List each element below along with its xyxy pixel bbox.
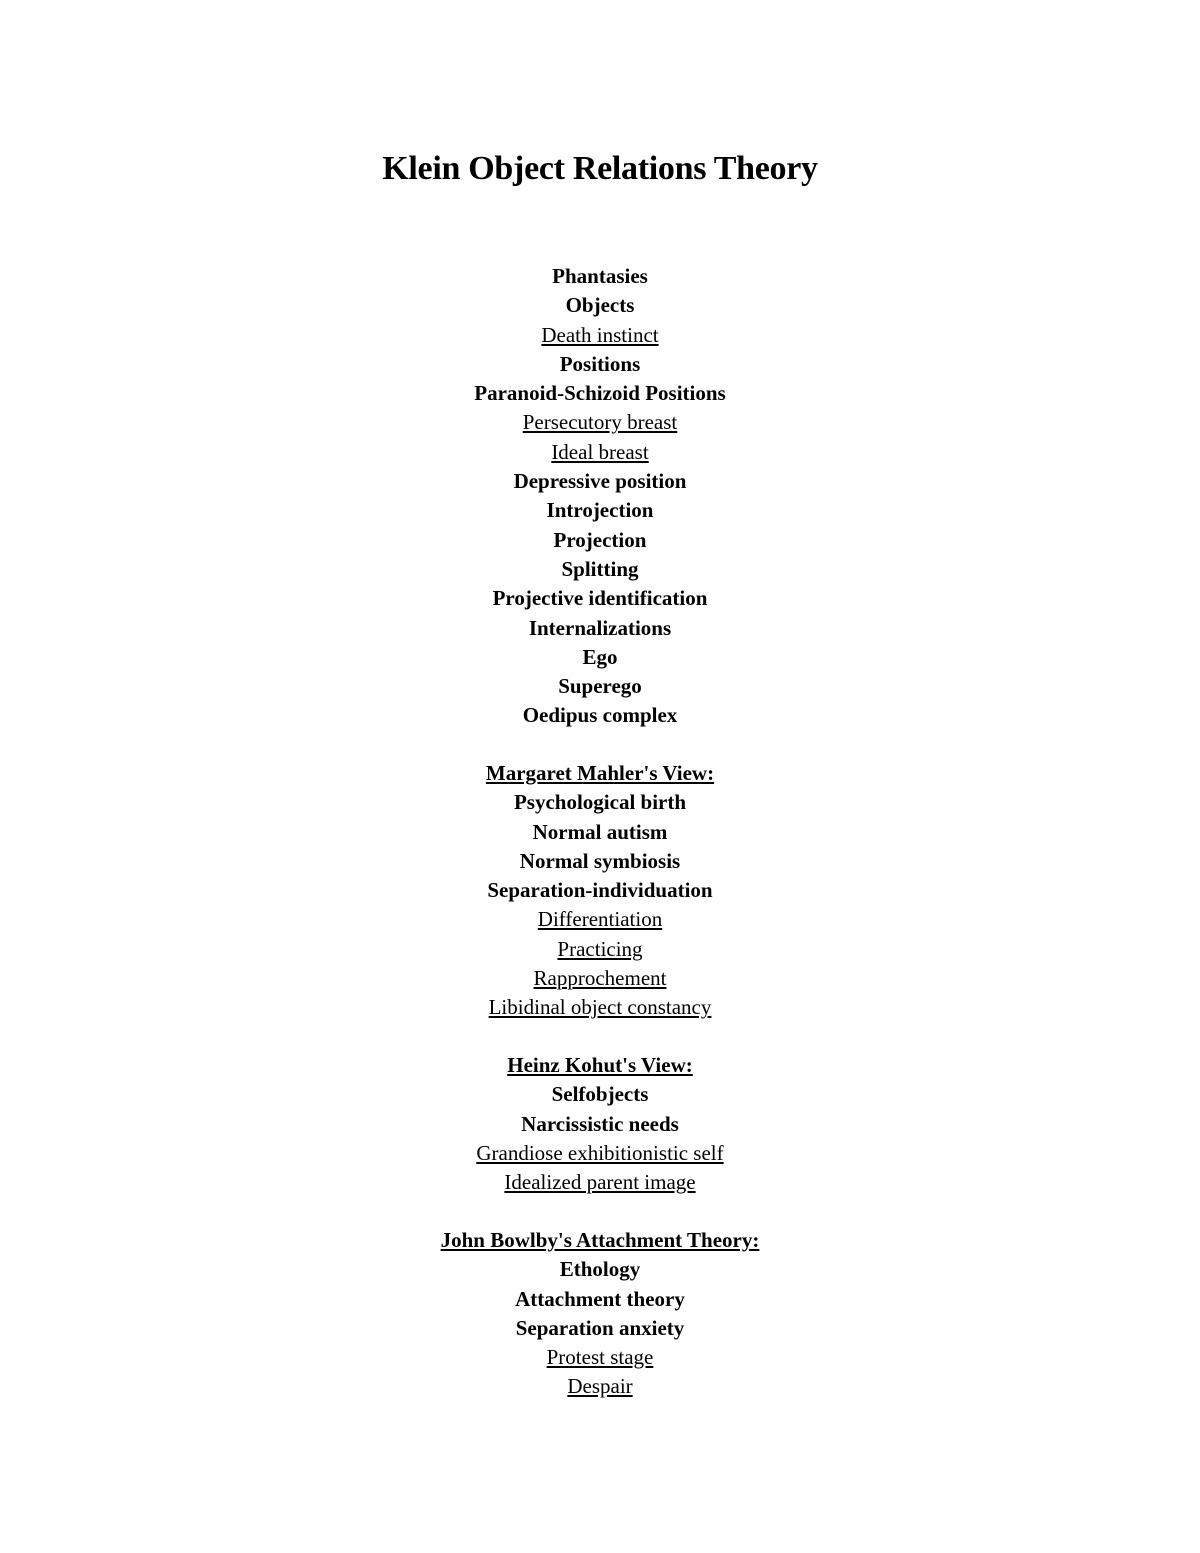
term-normal-symbiosis: [0, 847, 1200, 876]
term-text: Superego: [558, 674, 642, 699]
term-text: Paranoid-Schizoid Positions: [474, 381, 726, 406]
term-objects: [0, 291, 1200, 320]
term-libidinal-object-constancy: [0, 993, 1200, 1022]
term-text: Projective identification: [492, 586, 708, 611]
heading-text: John Bowlby's Attachment Theory:: [440, 1228, 760, 1252]
term-internalizations: [0, 614, 1200, 643]
term-text: Psychological birth: [513, 790, 687, 815]
term-separation-anxiety: [0, 1314, 1200, 1343]
term-persecutory-breast: [0, 408, 1200, 437]
term-text: Depressive position: [513, 469, 687, 494]
term-splitting: [0, 555, 1200, 584]
term-ideal-breast: [0, 438, 1200, 467]
term-attachment-theory: [0, 1285, 1200, 1314]
term-link-text: Practicing: [557, 936, 643, 961]
term-link-text: Idealized parent image: [504, 1170, 696, 1195]
heading-text: Heinz Kohut's View:: [507, 1053, 693, 1077]
term-protest-stage: [0, 1343, 1200, 1372]
term-link-text: Persecutory breast: [522, 410, 678, 435]
term-death-instinct: [0, 321, 1200, 350]
term-selfobjects: [0, 1080, 1200, 1109]
term-superego: [0, 672, 1200, 701]
term-text: Objects: [565, 293, 635, 318]
term-idealized-parent-image: [0, 1168, 1200, 1197]
term-positions: [0, 350, 1200, 379]
term-text: Splitting: [561, 556, 639, 581]
term-differentiation: [0, 905, 1200, 934]
term-projection: [0, 526, 1200, 555]
term-text: Selfobjects: [551, 1082, 649, 1107]
term-paranoid-schizoid-positions: [0, 379, 1200, 408]
mahler-section: [0, 759, 1200, 1023]
term-link-text: Differentiation: [537, 907, 663, 932]
term-link-text: Libidinal object constancy: [488, 995, 712, 1020]
term-text: Ethology: [559, 1257, 641, 1282]
term-text: Ego: [582, 644, 618, 669]
term-text: Oedipus complex: [522, 703, 678, 728]
term-text: Normal symbiosis: [519, 848, 681, 873]
term-text: Projection: [553, 527, 647, 552]
term-projective-identification: [0, 584, 1200, 613]
heading-text: Margaret Mahler's View:: [485, 761, 715, 785]
term-text: Narcissistic needs: [521, 1111, 679, 1136]
term-text: Introjection: [546, 498, 654, 523]
klein-terms-list: [0, 262, 1200, 731]
term-normal-autism: [0, 818, 1200, 847]
term-grandiose-exhibitionistic-self: [0, 1139, 1200, 1168]
section-heading-mahler: [0, 759, 1200, 788]
term-oedipus-complex: [0, 701, 1200, 730]
term-ethology: [0, 1255, 1200, 1284]
term-text: Internalizations: [528, 615, 672, 640]
term-psychological-birth: [0, 788, 1200, 817]
term-text: Phantasies: [552, 264, 648, 288]
term-separation-individuation: [0, 876, 1200, 905]
term-link-text: Despair: [567, 1374, 633, 1399]
term-narcissistic-needs: [0, 1110, 1200, 1139]
term-despair: [0, 1372, 1200, 1401]
term-practicing: [0, 935, 1200, 964]
term-link-text: Rapprochement: [533, 966, 667, 991]
term-depressive-position: [0, 467, 1200, 496]
term-text: Positions: [559, 351, 641, 376]
term-rapprochement: [0, 964, 1200, 993]
term-introjection: [0, 496, 1200, 525]
term-text: Normal autism: [532, 819, 668, 844]
term-link-text: Grandiose exhibitionistic self: [476, 1140, 724, 1165]
bowlby-section: [0, 1226, 1200, 1402]
kohut-section: [0, 1051, 1200, 1197]
term-text: Separation anxiety: [515, 1315, 685, 1340]
term-link-text: Ideal breast: [551, 439, 649, 464]
term-link-text: Death instinct: [541, 322, 659, 347]
section-heading-bowlby: [0, 1226, 1200, 1255]
term-phantasies: [0, 262, 1200, 291]
term-ego: [0, 643, 1200, 672]
term-text: Attachment theory: [515, 1286, 685, 1311]
section-heading-kohut: [0, 1051, 1200, 1080]
term-text: Separation-individuation: [487, 878, 713, 903]
term-link-text: Protest stage: [546, 1345, 654, 1370]
page-title: Klein Object Relations Theory: [382, 150, 818, 187]
